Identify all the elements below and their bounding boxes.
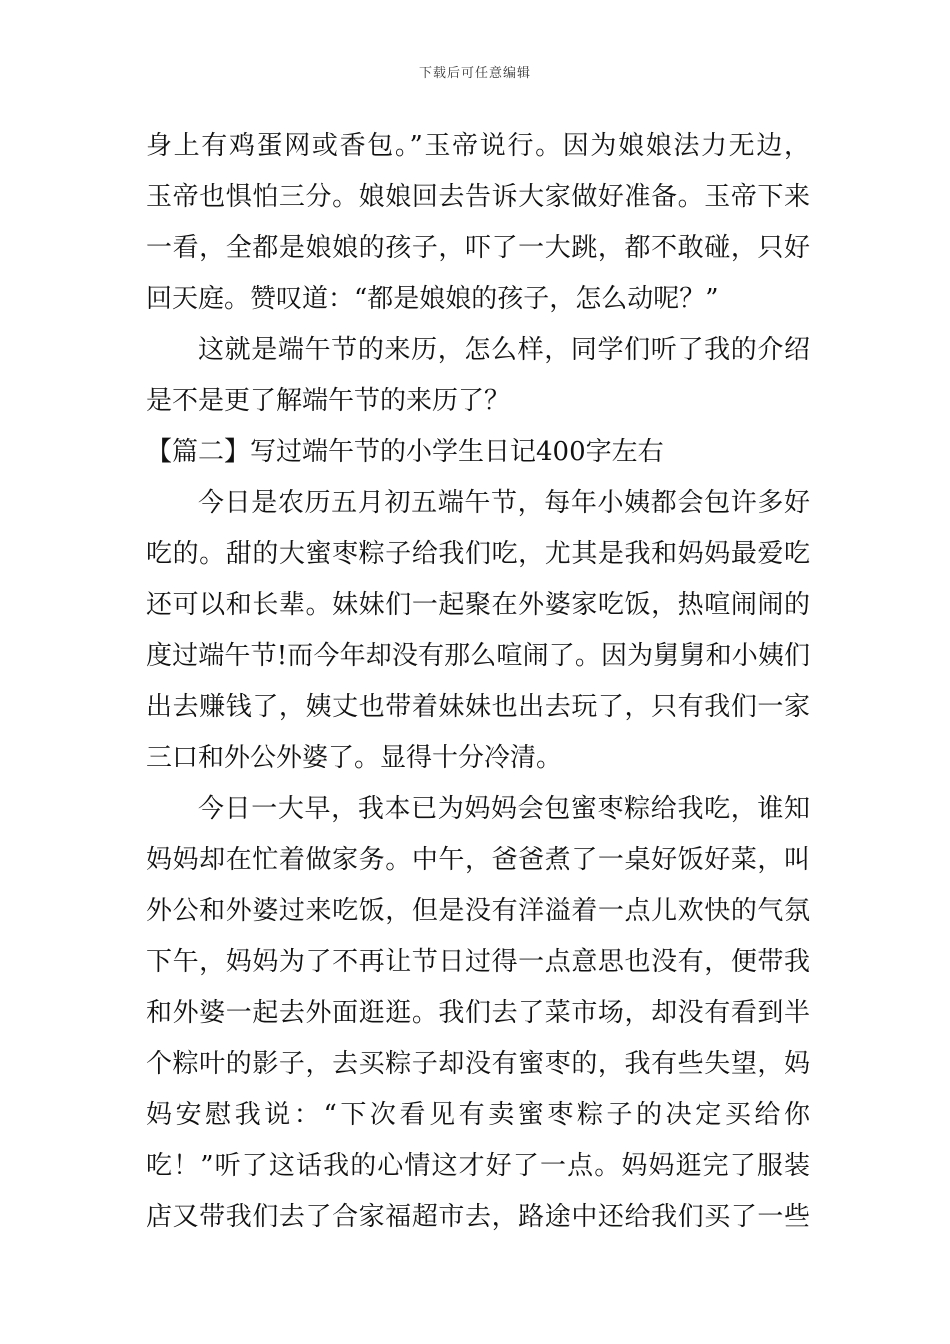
text-line: 出去赚钱了，姨丈也带着妹妹也出去玩了，只有我们一家 xyxy=(146,692,810,722)
text-line: 妈安慰我说：“下次看见有卖蜜枣粽子的决定买给你 xyxy=(146,1100,810,1130)
text-line: 回天庭。赞叹道：“都是娘娘的孩子，怎么动呢？” xyxy=(146,284,719,314)
page-header: 下载后可任意编辑 xyxy=(418,66,531,81)
text-line: 下午，妈妈为了不再让节日过得一点意思也没有，便带我 xyxy=(146,947,810,977)
text-line: 和外婆一起去外面逛逛。我们去了菜市场，却没有看到半 xyxy=(146,998,810,1028)
text-line: 吃！”听了这话我的心情这才好了一点。妈妈逛完了服装 xyxy=(146,1151,810,1181)
text-line: 一看，全都是娘娘的孩子，吓了一大跳，都不敢碰，只好 xyxy=(146,233,810,263)
text-line: 身上有鸡蛋网或香包。”玉帝说行。因为娘娘法力无边， xyxy=(146,131,810,161)
text-line: 外公和外婆过来吃饭，但是没有洋溢着一点儿欢快的气氛 xyxy=(146,896,810,926)
text-line: 还可以和长辈。妹妹们一起聚在外婆家吃饭，热喧闹闹的 xyxy=(146,590,810,620)
paragraph-start-line: 这就是端午节的来历，怎么样，同学们听了我的介绍 xyxy=(198,335,810,365)
text-line: 是不是更了解端午节的来历了？ xyxy=(146,386,511,416)
text-line: 吃的。甜的大蜜枣粽子给我们吃，尤其是我和妈妈最爱吃 xyxy=(146,539,810,569)
text-line: 度过端午节!而今年却没有那么喧闹了。因为舅舅和小姨们 xyxy=(146,641,810,671)
text-line: 个粽叶的影子，去买粽子却没有蜜枣的，我有些失望，妈 xyxy=(146,1049,810,1079)
text-line: 三口和外公外婆了。显得十分冷清。 xyxy=(146,743,563,773)
paragraph-start-line: 今日一大早，我本已为妈妈会包蜜枣粽给我吃，谁知 xyxy=(198,794,810,824)
text-line: 妈妈却在忙着做家务。中午，爸爸煮了一桌好饭好菜，叫 xyxy=(146,845,810,875)
section-heading: 【篇二】写过端午节的小学生日记400字左右 xyxy=(146,437,664,467)
text-line: 玉帝也惧怕三分。娘娘回去告诉大家做好准备。玉帝下来 xyxy=(146,182,810,212)
text-line: 店又带我们去了合家福超市去，路途中还给我们买了一些 xyxy=(146,1202,810,1232)
paragraph-start-line: 今日是农历五月初五端午节，每年小姨都会包许多好 xyxy=(198,488,810,518)
document-body xyxy=(146,121,810,1243)
